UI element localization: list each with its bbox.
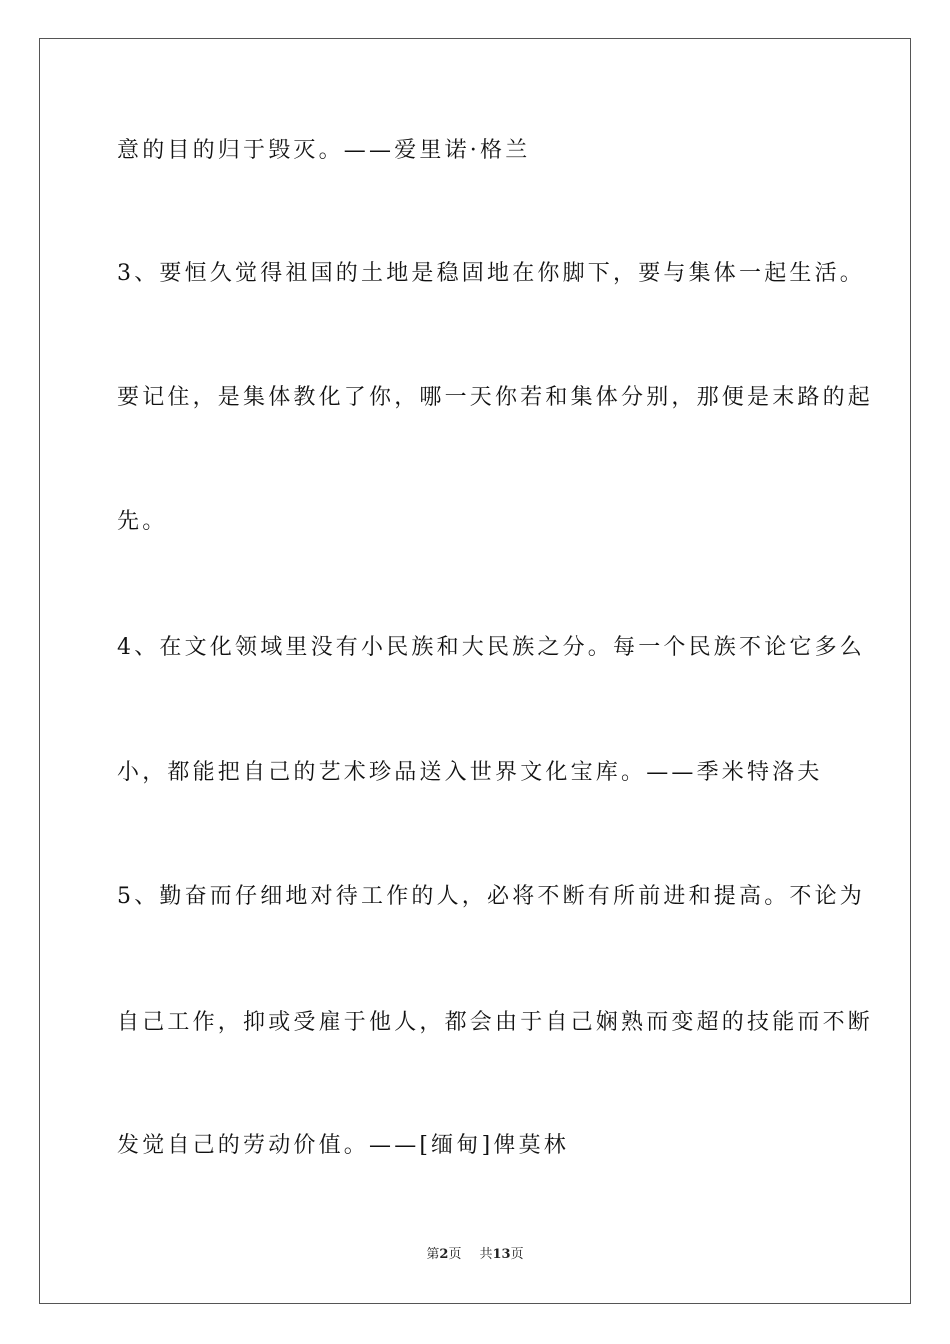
footer-total-prefix: 共 bbox=[479, 1247, 493, 1262]
text-line-4: 先。 bbox=[117, 509, 168, 534]
footer-total-pages: 13 bbox=[492, 1247, 511, 1262]
footer-page-suffix: 页 bbox=[448, 1247, 462, 1262]
text-line-2: 3、要恒久觉得祖国的土地是稳固地在你脚下，要与集体一起生活。 bbox=[117, 261, 865, 286]
footer-page-prefix: 第 bbox=[426, 1247, 440, 1262]
page-footer bbox=[0, 1246, 950, 1264]
text-line-1: 意的目的归于毁灭。——爱里诺·格兰 bbox=[117, 138, 531, 163]
footer-total-suffix: 页 bbox=[510, 1247, 524, 1262]
text-line-5: 4、在文化领域里没有小民族和大民族之分。每一个民族不论它多么 bbox=[117, 635, 865, 660]
text-line-3: 要记住，是集体教化了你，哪一天你若和集体分别，那便是末路的起 bbox=[117, 385, 874, 410]
footer-page-number: 2 bbox=[439, 1247, 449, 1262]
text-line-6: 小，都能把自己的艺术珍品送入世界文化宝库。——季米特洛夫 bbox=[117, 760, 823, 785]
page-frame bbox=[39, 38, 911, 1304]
text-line-9: 发觉自己的劳动价值。——[缅甸]俾莫林 bbox=[117, 1133, 569, 1158]
text-line-8: 自己工作，抑或受雇于他人，都会由于自己娴熟而变超的技能而不断 bbox=[117, 1010, 874, 1035]
text-line-7: 5、勤奋而仔细地对待工作的人，必将不断有所前进和提高。不论为 bbox=[117, 884, 865, 909]
